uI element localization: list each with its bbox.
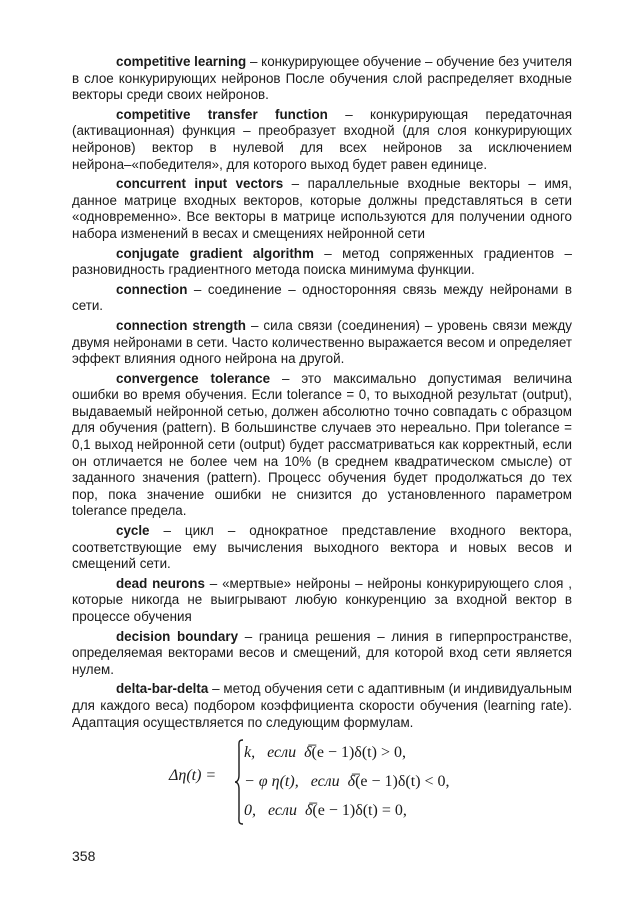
- entry-definition: – сила связи (соединения) – уровень связи между двумя нейронами в сети. Часто количественно выражается весом и определяет эффект влияния одного нейрона на другой.: [72, 317, 573, 367]
- entry-definition: – соединение – односторонняя связь между нейронами в сети.: [72, 281, 572, 314]
- formula-case-1: [244, 745, 406, 762]
- delta-bar-symbol: δ̅: [304, 802, 313, 820]
- delta-bar-delta-formula: [72, 737, 572, 829]
- entry-competitive-learning: [72, 54, 572, 104]
- entry-decision-boundary: [72, 629, 572, 679]
- entry-term: dead neurons: [116, 575, 205, 591]
- entry-convergence-tolerance: [72, 371, 572, 520]
- entry-term: connection: [116, 281, 188, 297]
- case-condition-expression: (e − 1)δ(t) < 0,: [355, 773, 450, 791]
- delta-bar-symbol: δ̅: [304, 744, 312, 762]
- delta-bar-symbol: δ̅: [347, 773, 356, 791]
- case-value: − φ η(t),: [244, 773, 299, 791]
- page-number: 358: [72, 848, 96, 864]
- formula-lhs: Δη(t) =: [169, 767, 217, 785]
- entry-definition: – метод обучения сети с адаптивным (и индивидуальным для каждого веса) подбором коэффициента скорости обучения (learning rate). Адаптация осуществляется по следующим формулам.: [72, 681, 572, 730]
- case-condition-expression: (e − 1)δ(t) = 0,: [312, 802, 407, 820]
- entry-term: concurrent input vectors: [116, 176, 284, 192]
- entry-term: connection strength: [116, 317, 246, 333]
- entry-definition: – конкурирующее обучение – обучение без учителя в слое конкурирующих нейронов После обучения слой распределяет входные векторы среди своих нейронов.: [72, 54, 573, 103]
- entry-definition: – параллельные входные векторы – имя, данное матрице входных векторов, которые должны представляться в сети «одновременно». Все векторы в матрице используются для получении одного набора изменений в весах и смещениях нейронной сети: [72, 176, 572, 241]
- entry-term: convergence tolerance: [116, 370, 271, 386]
- entry-term: cycle: [116, 523, 150, 539]
- case-value: k,: [244, 744, 256, 762]
- formula-case-3: [244, 803, 407, 820]
- entry-definition: – «мертвые» нейроны – нейроны конкурирующего слоя , которые никогда не выигрывают любую конкуренцию за входной вектор в процессе обучения: [72, 575, 572, 624]
- glossary-page: [72, 54, 572, 829]
- entry-concurrent-input-vectors: [72, 176, 572, 242]
- case-condition-word: если: [310, 773, 340, 791]
- entry-delta-bar-delta: [72, 681, 572, 731]
- case-condition-word: если: [267, 744, 297, 762]
- entry-term: competitive transfer function: [116, 106, 328, 122]
- entry-definition: – конкурирующая передаточная (активационная) функция – преобразует входной (для слоя конкурирующих нейронов) вектор в нулевой для всех нейронов за исключением нейрона–«победителя», для которого выход будет равен единице.: [72, 106, 572, 172]
- entry-term: competitive learning: [116, 54, 247, 69]
- entry-definition: – граница решения – линия в гиперпространстве, определяемая векторами весов и смещений, для которой вход сети является нулем.: [72, 628, 572, 677]
- entry-dead-neurons: [72, 576, 572, 626]
- case-condition-expression: (e − 1)δ(t) > 0,: [311, 744, 406, 762]
- entry-definition: – это максимально допустимая величина ошибки во время обучения. Если tolerance = 0, то выходной результат (output), выдаваемый нейронной сетью, должен абсолютно точно совпадать с образцом для обучения (pattern). В большинстве случаев это нереально. При tolerance = 0,1 выход нейронной сети (output) будет рассматриваться как корректный, если он отличается не более чем на 10% (в среднем квадратическом смысле) от заданного значения (pattern). Процесс обучения будет продолжаться до тех пор, пока значение ошибки не снизится до установленного параметром tolerance предела.: [72, 370, 573, 519]
- entry-term: conjugate gradient algorithm: [116, 245, 314, 261]
- entry-definition: – цикл – однократное представление входного вектора, соответствующие ему вычисления выходного вектора и новых весов и смещений сети.: [72, 523, 572, 572]
- entry-competitive-transfer-function: [72, 107, 572, 173]
- case-condition-word: если: [268, 802, 297, 820]
- formula-case-2: [244, 774, 450, 791]
- entry-term: delta-bar-delta: [116, 681, 209, 697]
- entry-term: decision boundary: [116, 628, 239, 644]
- entry-connection: [72, 282, 572, 315]
- entry-definition: – метод сопряженных градиентов – разновидность градиентного метода поиска минимума функции.: [72, 245, 572, 278]
- case-value: 0,: [244, 802, 256, 820]
- entry-conjugate-gradient-algorithm: [72, 246, 572, 279]
- entry-cycle: [72, 523, 572, 573]
- entry-connection-strength: [72, 318, 572, 368]
- left-brace-icon: [234, 739, 244, 825]
